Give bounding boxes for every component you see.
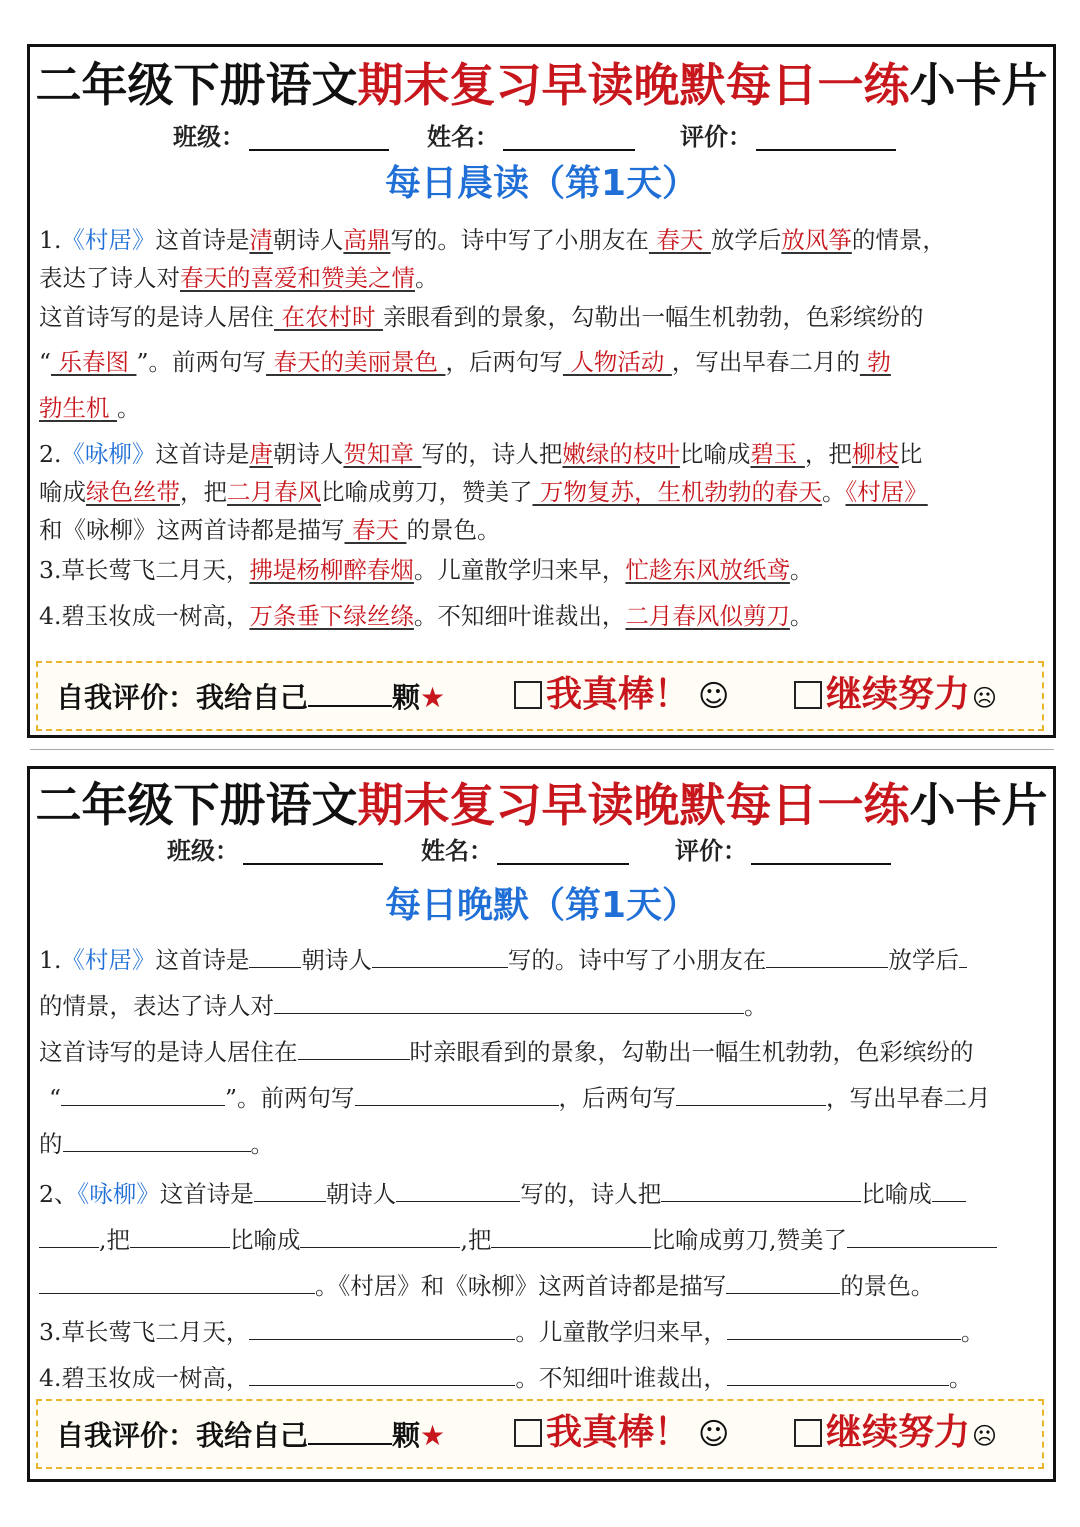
star-icon: ★ (420, 1419, 446, 1452)
q3-number: 3. (39, 556, 62, 584)
class-blank[interactable] (243, 839, 383, 865)
text: ”。前两句写 (225, 1084, 355, 1112)
fill-blank[interactable] (39, 1267, 315, 1294)
poem-title: 《咏柳》 (62, 516, 157, 544)
text: “ (49, 1084, 62, 1112)
q2-line-2 (39, 1217, 1044, 1263)
text: 比喻成剪刀，赞美了 (321, 478, 533, 506)
grade-field[interactable] (680, 119, 896, 155)
answer: 忙趁东风放纸鸢 (625, 556, 790, 584)
name-label: 姓名： (427, 123, 499, 151)
answer: 万物复苏，生机勃勃的春天 (532, 478, 822, 506)
text: “ (39, 348, 52, 376)
answer: 绿色丝带 (86, 478, 180, 506)
fill-blank[interactable] (249, 1313, 515, 1340)
q1-line-2 (39, 983, 1044, 1029)
grade-label: 评价： (680, 123, 752, 151)
text: 。不知细叶谁裁出， (413, 602, 626, 630)
fill-blank[interactable] (130, 1221, 230, 1248)
q4-number: 4. (39, 602, 62, 630)
q1-line-4 (39, 339, 1044, 385)
class-field[interactable] (167, 833, 383, 869)
fill-blank[interactable] (727, 1313, 961, 1340)
answer: 柳枝 (851, 440, 899, 468)
text: ，把 (804, 440, 852, 468)
text: 自我评价：我给自己 (56, 681, 309, 714)
smile-icon: ☺ (698, 1417, 730, 1452)
q1-line-1 (39, 221, 1044, 259)
text: 继续努力 (826, 674, 971, 715)
grade-label: 评价： (675, 837, 747, 865)
frown-icon: ☹ (972, 684, 998, 712)
answer: 清 (249, 226, 273, 254)
subtitle: 每日晚默（第1天） (384, 885, 699, 926)
answer: 春天的喜爱和赞美之情 (180, 264, 415, 292)
great-checkbox[interactable] (514, 1419, 542, 1447)
q1-line-3 (39, 297, 1044, 339)
name-field[interactable] (421, 833, 629, 869)
title-black-part: 二年级下册语文 (35, 58, 358, 112)
text: 。 (948, 1364, 973, 1392)
q4-line (39, 593, 1044, 639)
fill-blank[interactable] (249, 941, 301, 968)
fill-blank[interactable] (959, 941, 967, 968)
text: 写的，诗人把 (520, 1180, 662, 1208)
text: 碧玉妆成一树高， (61, 1364, 250, 1392)
fill-blank[interactable] (396, 1175, 520, 1202)
student-info-row (30, 833, 1053, 869)
fill-blank[interactable] (847, 1221, 997, 1248)
self-eval-label (56, 1413, 445, 1457)
text: 这首诗是 (155, 440, 250, 468)
grade-blank[interactable] (751, 839, 891, 865)
q2-number: 2、 (39, 1180, 78, 1208)
text: ，后两句写 (558, 1084, 677, 1112)
text: 放学后 (710, 226, 782, 254)
answer: 二月春风 (227, 478, 321, 506)
q1-line-3 (39, 1029, 1044, 1075)
answer: 碧玉 (750, 440, 805, 468)
evening-content (39, 937, 1044, 1401)
great-option[interactable] (514, 669, 729, 723)
answer: 勃 (859, 348, 891, 376)
fill-blank[interactable] (300, 1221, 460, 1248)
text: 。 (744, 992, 768, 1020)
keep-trying-checkbox[interactable] (794, 1419, 822, 1447)
fill-blank[interactable] (726, 1267, 840, 1294)
answer: 在农村时 (274, 303, 383, 331)
text: 比喻成 (229, 1226, 301, 1254)
great-checkbox[interactable] (514, 681, 542, 709)
text: 朝诗人 (301, 946, 372, 974)
class-label: 班级： (173, 123, 245, 151)
smile-icon: ☺ (698, 679, 730, 714)
morning-card (27, 44, 1056, 738)
text: 的情景， (851, 226, 946, 254)
text: 写的。诗中写了小朋友在 (390, 226, 649, 254)
fill-blank[interactable] (254, 1175, 326, 1202)
star-count-blank[interactable] (308, 675, 392, 707)
text: ，把 (180, 478, 227, 506)
q4-number: 4. (39, 1364, 62, 1392)
q2-line-2 (39, 473, 1044, 511)
name-blank[interactable] (503, 125, 635, 151)
text: 这首诗写的是诗人居住 (39, 303, 274, 331)
fill-blank[interactable] (61, 1079, 225, 1106)
name-blank[interactable] (497, 839, 629, 865)
grade-blank[interactable] (756, 125, 896, 151)
text: 喻成 (39, 478, 86, 506)
fill-blank[interactable] (63, 1125, 251, 1152)
evening-card (27, 766, 1056, 1482)
text: 写的。诗中写了小朋友在 (507, 946, 767, 974)
text: 。儿童散学归来早， (515, 1318, 727, 1346)
text: 这首诗是 (155, 946, 250, 974)
answer: 放风筝 (781, 226, 852, 254)
text: 。 (960, 1318, 985, 1346)
card-title (30, 57, 1053, 113)
text: 朝诗人 (272, 440, 344, 468)
great-option[interactable] (514, 1407, 729, 1461)
name-label: 姓名： (421, 837, 493, 865)
fill-blank[interactable] (491, 1221, 651, 1248)
q1-number: 1. (39, 226, 62, 254)
grade-field[interactable] (675, 833, 891, 869)
text: ”。前两句写 (136, 348, 266, 376)
text: 的情景，表达了诗人对 (39, 992, 274, 1020)
text: 我真棒！ (546, 674, 691, 715)
fill-blank[interactable] (39, 1221, 99, 1248)
text: 和 (39, 516, 63, 544)
keep-trying-option[interactable] (794, 1407, 997, 1462)
q3-number: 3. (39, 1318, 62, 1346)
title-end-part: 小卡片 (909, 778, 1048, 832)
title-end-part: 小卡片 (909, 58, 1048, 112)
keep-trying-option[interactable] (794, 669, 997, 724)
name-field[interactable] (427, 119, 635, 155)
answer: 春天 (648, 226, 711, 254)
text: 这首诗是 (155, 226, 250, 254)
keep-trying-checkbox[interactable] (794, 681, 822, 709)
title-red-part: 期末复习早读晚默每日一练 (357, 58, 910, 112)
q3-line (39, 549, 1044, 593)
q1-line-4 (39, 1075, 1044, 1121)
fill-blank[interactable] (249, 1359, 515, 1386)
title-black-part: 二年级下册语文 (35, 778, 358, 832)
text: 碧玉妆成一树高， (61, 602, 250, 630)
q2-line-1 (39, 435, 1044, 473)
q1-line-2 (39, 259, 1044, 297)
card-separator (30, 749, 1054, 750)
q1-number: 1. (39, 946, 62, 974)
text: 比喻成 (679, 440, 751, 468)
fill-blank[interactable] (661, 1175, 861, 1202)
answer: 乐春图 (51, 348, 137, 376)
q2-line-3 (39, 511, 1044, 549)
text: 。 (415, 264, 439, 292)
fill-blank[interactable] (274, 987, 744, 1014)
text: 这两首诗都是描写 (156, 516, 345, 544)
answer: 贺知章 (343, 440, 422, 468)
text: 草长莺飞二月天， (61, 556, 250, 584)
fill-blank[interactable] (372, 941, 508, 968)
fill-blank[interactable] (298, 1033, 410, 1060)
text: ，写出早春二月 (826, 1084, 991, 1112)
answer: 高鼎 (343, 226, 391, 254)
fill-blank[interactable] (727, 1359, 949, 1386)
text: 。儿童散学归来早， (413, 556, 626, 584)
text: 。 (116, 394, 141, 422)
text: 。《村居》和《咏柳》这两首诗都是描写 (315, 1272, 727, 1300)
q2-line-3 (39, 1263, 1044, 1309)
answer: 嫩绿的枝叶 (562, 440, 680, 468)
class-blank[interactable] (249, 125, 389, 151)
answer: 二月春风似剪刀 (625, 602, 790, 630)
fill-blank[interactable] (676, 1079, 826, 1106)
text: 比喻成剪刀,赞美了 (651, 1226, 847, 1254)
text: 写的，诗人把 (421, 440, 563, 468)
text: ，后两句写 (445, 348, 563, 376)
text: 这首诗写的是诗人居住在 (39, 1038, 298, 1066)
q2-poem-title: 《咏柳》 (77, 1180, 160, 1208)
class-field[interactable] (173, 119, 389, 155)
text: 亲眼看到的景象，勾勒出一幅生机勃勃，色彩缤纷的 (382, 303, 924, 331)
answer: 勃生机 (39, 394, 117, 422)
q1-line-1 (39, 937, 1044, 983)
text: 比 (898, 440, 923, 468)
text: 这首诗是 (159, 1180, 254, 1208)
answer: 春天的美丽景色 (265, 348, 446, 376)
text: 颗 (392, 1419, 421, 1452)
text: 时亲眼看到的景象，勾勒出一幅生机勃勃，色彩缤纷的 (409, 1038, 974, 1066)
text: 的 (39, 1130, 63, 1158)
answer: 春天 (344, 516, 407, 544)
text: 。 (789, 556, 814, 584)
morning-content (39, 221, 1044, 639)
title-red-part: 期末复习早读晚默每日一练 (357, 778, 910, 832)
star-icon: ★ (420, 681, 446, 714)
q2-number: 2. (39, 440, 62, 468)
text: 草长莺飞二月天， (61, 1318, 250, 1346)
q1-line-5 (39, 385, 1044, 435)
answer: 唐 (249, 440, 273, 468)
text: 。 (250, 1130, 274, 1158)
text: ,把 (460, 1226, 492, 1254)
star-count-blank[interactable] (308, 1413, 392, 1445)
text: 。 (821, 478, 846, 506)
text: 我真棒！ (546, 1412, 691, 1453)
card-title (30, 777, 1053, 833)
text: 放学后 (888, 946, 959, 974)
q1-line-5 (39, 1121, 1044, 1171)
text: 自我评价：我给自己 (56, 1419, 309, 1452)
text: 的景色。 (840, 1272, 935, 1300)
text: 朝诗人 (325, 1180, 397, 1208)
q3-line (39, 1309, 1044, 1355)
fill-blank[interactable] (355, 1079, 559, 1106)
answer: 万条垂下绿丝绦 (249, 602, 414, 630)
q4-line (39, 1355, 1044, 1401)
text: 比喻成 (861, 1180, 932, 1208)
answer: 拂堤杨柳醉春烟 (249, 556, 414, 584)
q1-poem-title: 《村居》 (61, 226, 156, 254)
text: 继续努力 (826, 1412, 971, 1453)
q1-poem-title: 《村居》 (61, 946, 156, 974)
self-eval-box (36, 1399, 1044, 1469)
text: 。不知细叶谁裁出， (515, 1364, 727, 1392)
text: 朝诗人 (272, 226, 344, 254)
text: 表达了诗人对 (39, 264, 180, 292)
text: ,把 (99, 1226, 130, 1254)
text: ，写出早春二月的 (671, 348, 860, 376)
subtitle: 每日晨读（第1天） (384, 163, 699, 204)
answer: 人物活动 (562, 348, 672, 376)
fill-blank[interactable] (766, 941, 888, 968)
q2-poem-title: 《咏柳》 (61, 440, 156, 468)
class-label: 班级： (167, 837, 239, 865)
text: 颗 (392, 681, 421, 714)
frown-icon: ☹ (972, 1422, 998, 1450)
self-eval-box (36, 661, 1044, 731)
text: 的景色。 (406, 516, 501, 544)
text: 。 (789, 602, 814, 630)
q2-line-1 (39, 1171, 1044, 1217)
fill-blank[interactable] (932, 1175, 966, 1202)
answer: 《村居》 (845, 478, 928, 506)
student-info-row (30, 119, 1053, 155)
self-eval-label (56, 675, 445, 719)
